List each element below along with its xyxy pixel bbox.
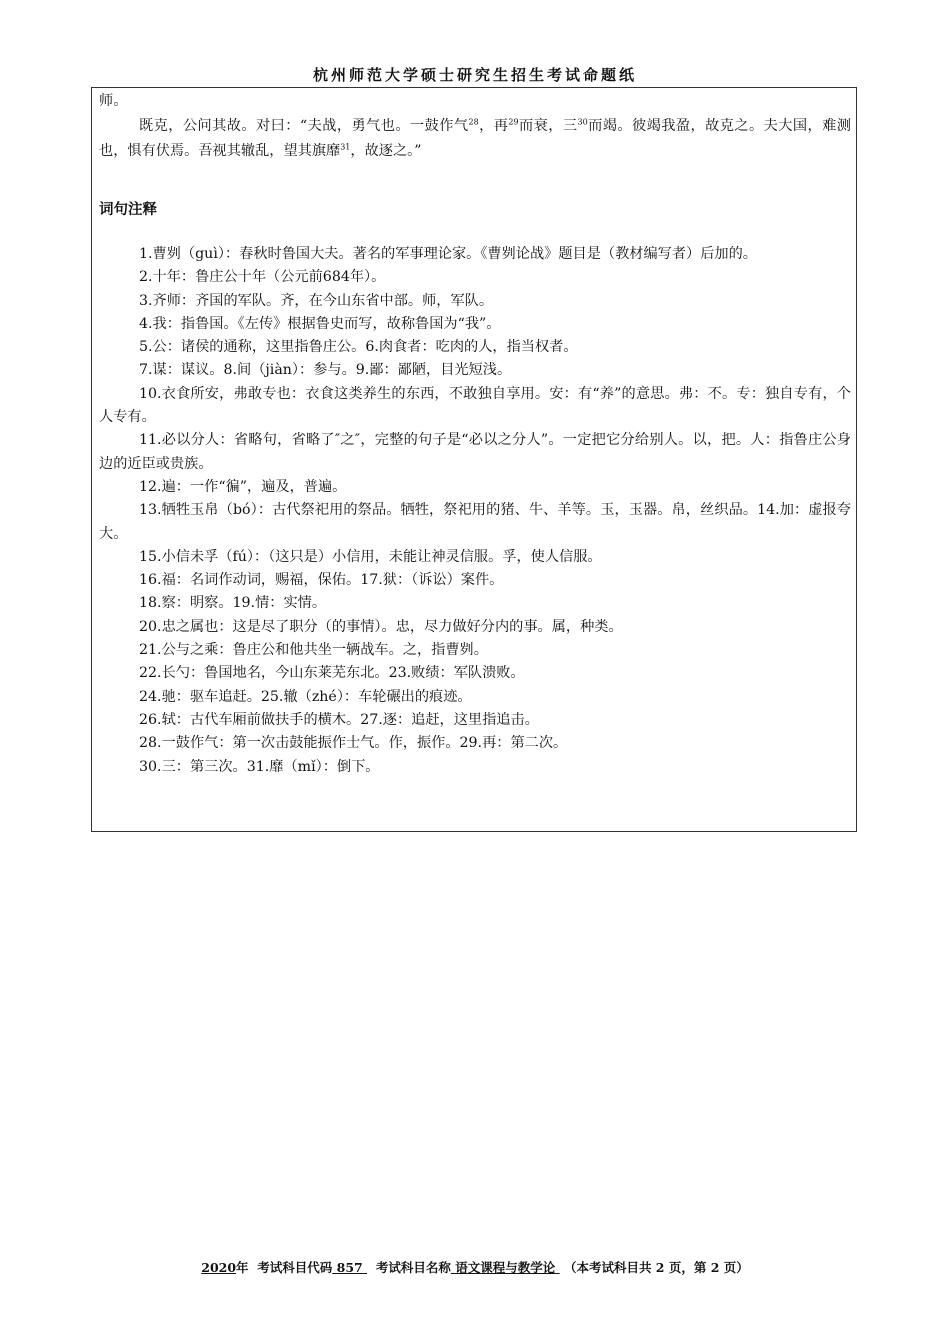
passage-paragraph — [99, 114, 851, 164]
note-item: 5.公：诸侯的通称，这里指鲁庄公。6.肉食者：吃肉的人，指当权者。 — [139, 339, 578, 356]
note-item: 28.一鼓作气：第一次击鼓能振作士气。作，振作。29.再：第二次。 — [139, 735, 568, 752]
footer-name-label: 考试科目名称 — [375, 1260, 451, 1275]
passage-text-a: 既克，公问其故。对曰：“夫战，勇气也。一鼓作气 — [139, 118, 469, 134]
passage-text-e: ，故逐之。” — [350, 143, 422, 159]
note-item: 12.遍：一作“徧”，遍及，普遍。 — [139, 478, 347, 495]
note-item: 7.谋：谋议。8.间（jiàn）：参与。9.鄙：鄙陋，目光短浅。 — [139, 362, 512, 379]
footer-year: 2020 — [201, 1260, 237, 1275]
footnote-ref-30: 30 — [577, 117, 588, 127]
note-item: 10.衣食所安，弗敢专也：衣食这类养生的东西，不敢独自享用。安：有“养”的意思。弗：不。专：独自专有，个人专有。 — [99, 385, 851, 426]
passage-text-d: 而竭。彼竭我盈，故克之。夫大国，难测也，惧有伏焉。吾视其辙乱，望其旗靡 — [99, 118, 851, 159]
footer-page-info: （本考试科目共 2 页，第 2 页） — [563, 1260, 749, 1275]
note-item: 11.必以分人：省略句，省略了″之″，完整的句子是“必以之分人”。一定把它分给别人。以，把。人：指鲁庄公身边的近臣或贵族。 — [99, 432, 851, 472]
note-item: 30.三：第三次。31.靡（mǐ）：倒下。 — [139, 758, 380, 775]
notes-list — [99, 243, 851, 779]
note-item: 16.福：名词作动词，赐福，保佑。17.狱：（诉讼）案件。 — [139, 572, 504, 589]
footer-subject-value: 语文课程与教学论 — [455, 1260, 556, 1275]
note-item: 18.察：明察。19.情：实情。 — [139, 595, 327, 612]
footer-code — [332, 1260, 367, 1275]
note-item: 13.牺牲玉帛（bó）：古代祭祀用的祭品。牺牲，祭祀用的猪、牛、羊等。玉，玉器。帛，丝织品。14.加：虚报夸大。 — [99, 502, 851, 542]
notes-heading: 词句注释 — [99, 202, 157, 218]
page-content — [99, 89, 851, 779]
note-item: 1.曹刿（guì）：春秋时鲁国大夫。著名的军事理论家。《曹刿论战》题目是（教材编写者）后加的。 — [139, 246, 757, 262]
note-item: 2.十年：鲁庄公十年（公元前684年）。 — [139, 269, 386, 286]
note-item: 21.公与之乘：鲁庄公和他共坐一辆战车。之，指曹刿。 — [139, 642, 488, 659]
footer-code-label: 考试科目代码 — [257, 1260, 333, 1275]
page-footer — [0, 1258, 950, 1276]
note-item: 15.小信未孚（fú）：（这只是）小信用，未能让神灵信服。孚，使人信服。 — [139, 548, 602, 565]
passage-continuation: 师。 — [99, 93, 128, 109]
passage-text-c: 而衰，三 — [518, 118, 578, 134]
footer-subject — [451, 1260, 560, 1275]
footnote-ref-28: 28 — [468, 117, 479, 127]
note-item: 3.齐师：齐国的军队。齐，在今山东省中部。师，军队。 — [139, 292, 494, 309]
note-item: 26.轼：古代车厢前做扶手的横木。27.逐：追赶，这里指追击。 — [139, 711, 539, 728]
note-item: 24.驰：驱车追赶。25.辙（zhé）：车轮碾出的痕迹。 — [139, 688, 472, 705]
footnote-ref-29: 29 — [508, 117, 519, 127]
note-item: 22.长勺：鲁国地名，今山东莱芜东北。23.败绩：军队溃败。 — [139, 665, 525, 682]
footnote-ref-31: 31 — [340, 142, 351, 152]
passage-text-b: ，再 — [478, 118, 509, 134]
footer-year-suffix: 年 — [236, 1260, 249, 1275]
page-header-title: 杭州师范大学硕士研究生招生考试命题纸 — [312, 66, 637, 84]
note-item: 20.忠之属也：这是尽了职分（的事情）。忠，尽力做好分内的事。属，种类。 — [139, 618, 623, 635]
note-item: 4.我：指鲁国。《左传》根据鲁史而写，故称鲁国为“我”。 — [139, 315, 501, 332]
footer-code-value: 857 — [336, 1260, 363, 1275]
